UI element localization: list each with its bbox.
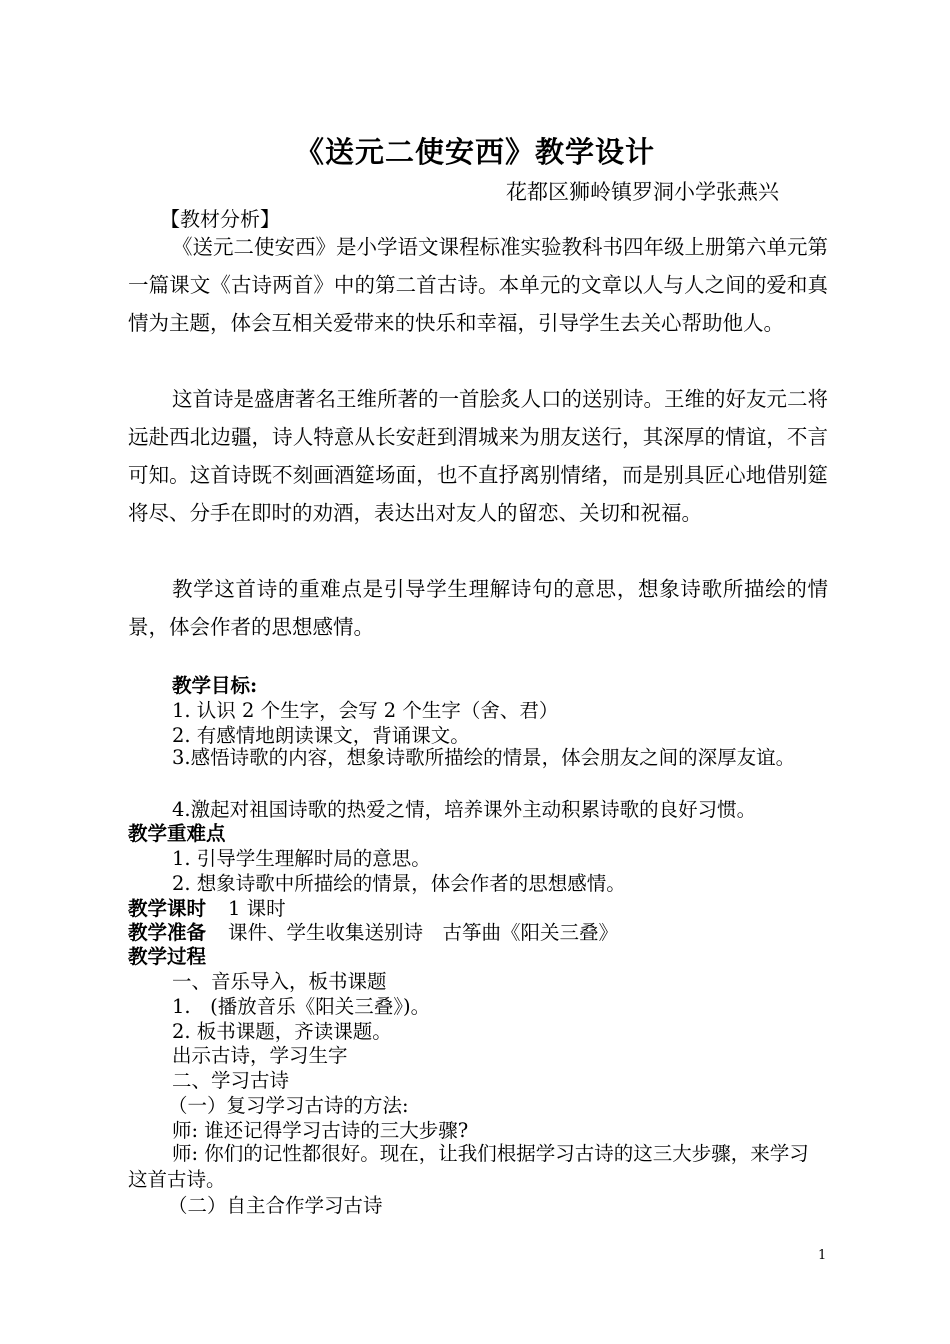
process-heading: 教学过程 [128,945,207,968]
document-title: 《送元二使安西》教学设计 [294,135,655,169]
goals-heading: 教学目标: [172,674,258,697]
page-number: 1 [818,1248,827,1263]
analysis-paragraph-1: 《送元二使安西》是小学语文课程标准实验教科书四年级上册第六单元第一篇课文《古诗两首》中的第二首古诗。本单元的文章以人与人之间的爱和真情为主题，体会互相关爱带来的快乐和幸福，引导学生去关心帮助他人。 [128,235,828,335]
process-line-3: 2. 板书课题，齐读课题。 [172,1020,392,1043]
preparation-row [128,920,618,945]
analysis-heading: 【教材分析】 [160,207,280,231]
process-line-2: 1. (播放音乐《阳关三叠》)。 [172,995,431,1018]
process-line-8: 师: 你们的记性都很好。现在，让我们根据学习古诗的这三大步骤，来学习这首古诗。 [128,1142,809,1191]
goal-item-1: 1. 认识 2 个生字，会写 2 个生字（舍、君） [172,699,559,722]
class-hours-row [128,896,286,921]
analysis-paragraph-2: 这首诗是盛唐著名王维所著的一首脍炙人口的送别诗。王维的好友元二将远赴西北边疆，诗人特意从长安赶到渭城来为朋友送行，其深厚的情谊，不言可知。这首诗既不刻画酒筵场面，也不直抒离别情绪，而是别具匠心地借别筵将尽、分手在即时的劝酒，表达出对友人的留恋、关切和祝福。 [128,387,828,525]
preparation-value: 课件、学生收集送别诗 古筝曲《阳关三叠》 [228,921,619,944]
key-points-heading: 教学重难点 [128,822,226,845]
process-line-7: 师: 谁还记得学习古诗的三大步骤? [172,1119,469,1142]
goal-item-4: 4.激起对祖国诗歌的热爱之情，培养课外主动积累诗歌的良好习惯。 [172,798,757,821]
process-line-5: 二、学习古诗 [172,1069,290,1092]
preparation-label: 教学准备 [128,921,207,944]
analysis-paragraph-3: 教学这首诗的重难点是引导学生理解诗句的意思，想象诗歌所描绘的情景，体会作者的思想感情。 [128,577,828,639]
class-hours-label: 教学课时 [128,897,207,920]
key-point-2: 2. 想象诗歌中所描绘的情景，体会作者的思想感情。 [172,872,626,895]
class-hours-value: 1 课时 [228,897,286,920]
process-line-9: （二）自主合作学习古诗 [168,1194,383,1217]
goal-item-3: 3.感悟诗歌的内容，想象诗歌所描绘的情景，体会朋友之间的深厚友谊。 [172,746,796,769]
process-line-4: 出示古诗，学习生字 [172,1044,348,1067]
process-line-1: 一、音乐导入，板书课题 [172,970,387,993]
key-point-1: 1. 引导学生理解时局的意思。 [172,847,431,870]
process-line-6: （一）复习学习古诗的方法: [168,1094,409,1117]
author-line: 花都区狮岭镇罗洞小学张燕兴 [506,180,779,204]
goal-item-2: 2. 有感情地朗读课文，背诵课文。 [172,724,470,747]
